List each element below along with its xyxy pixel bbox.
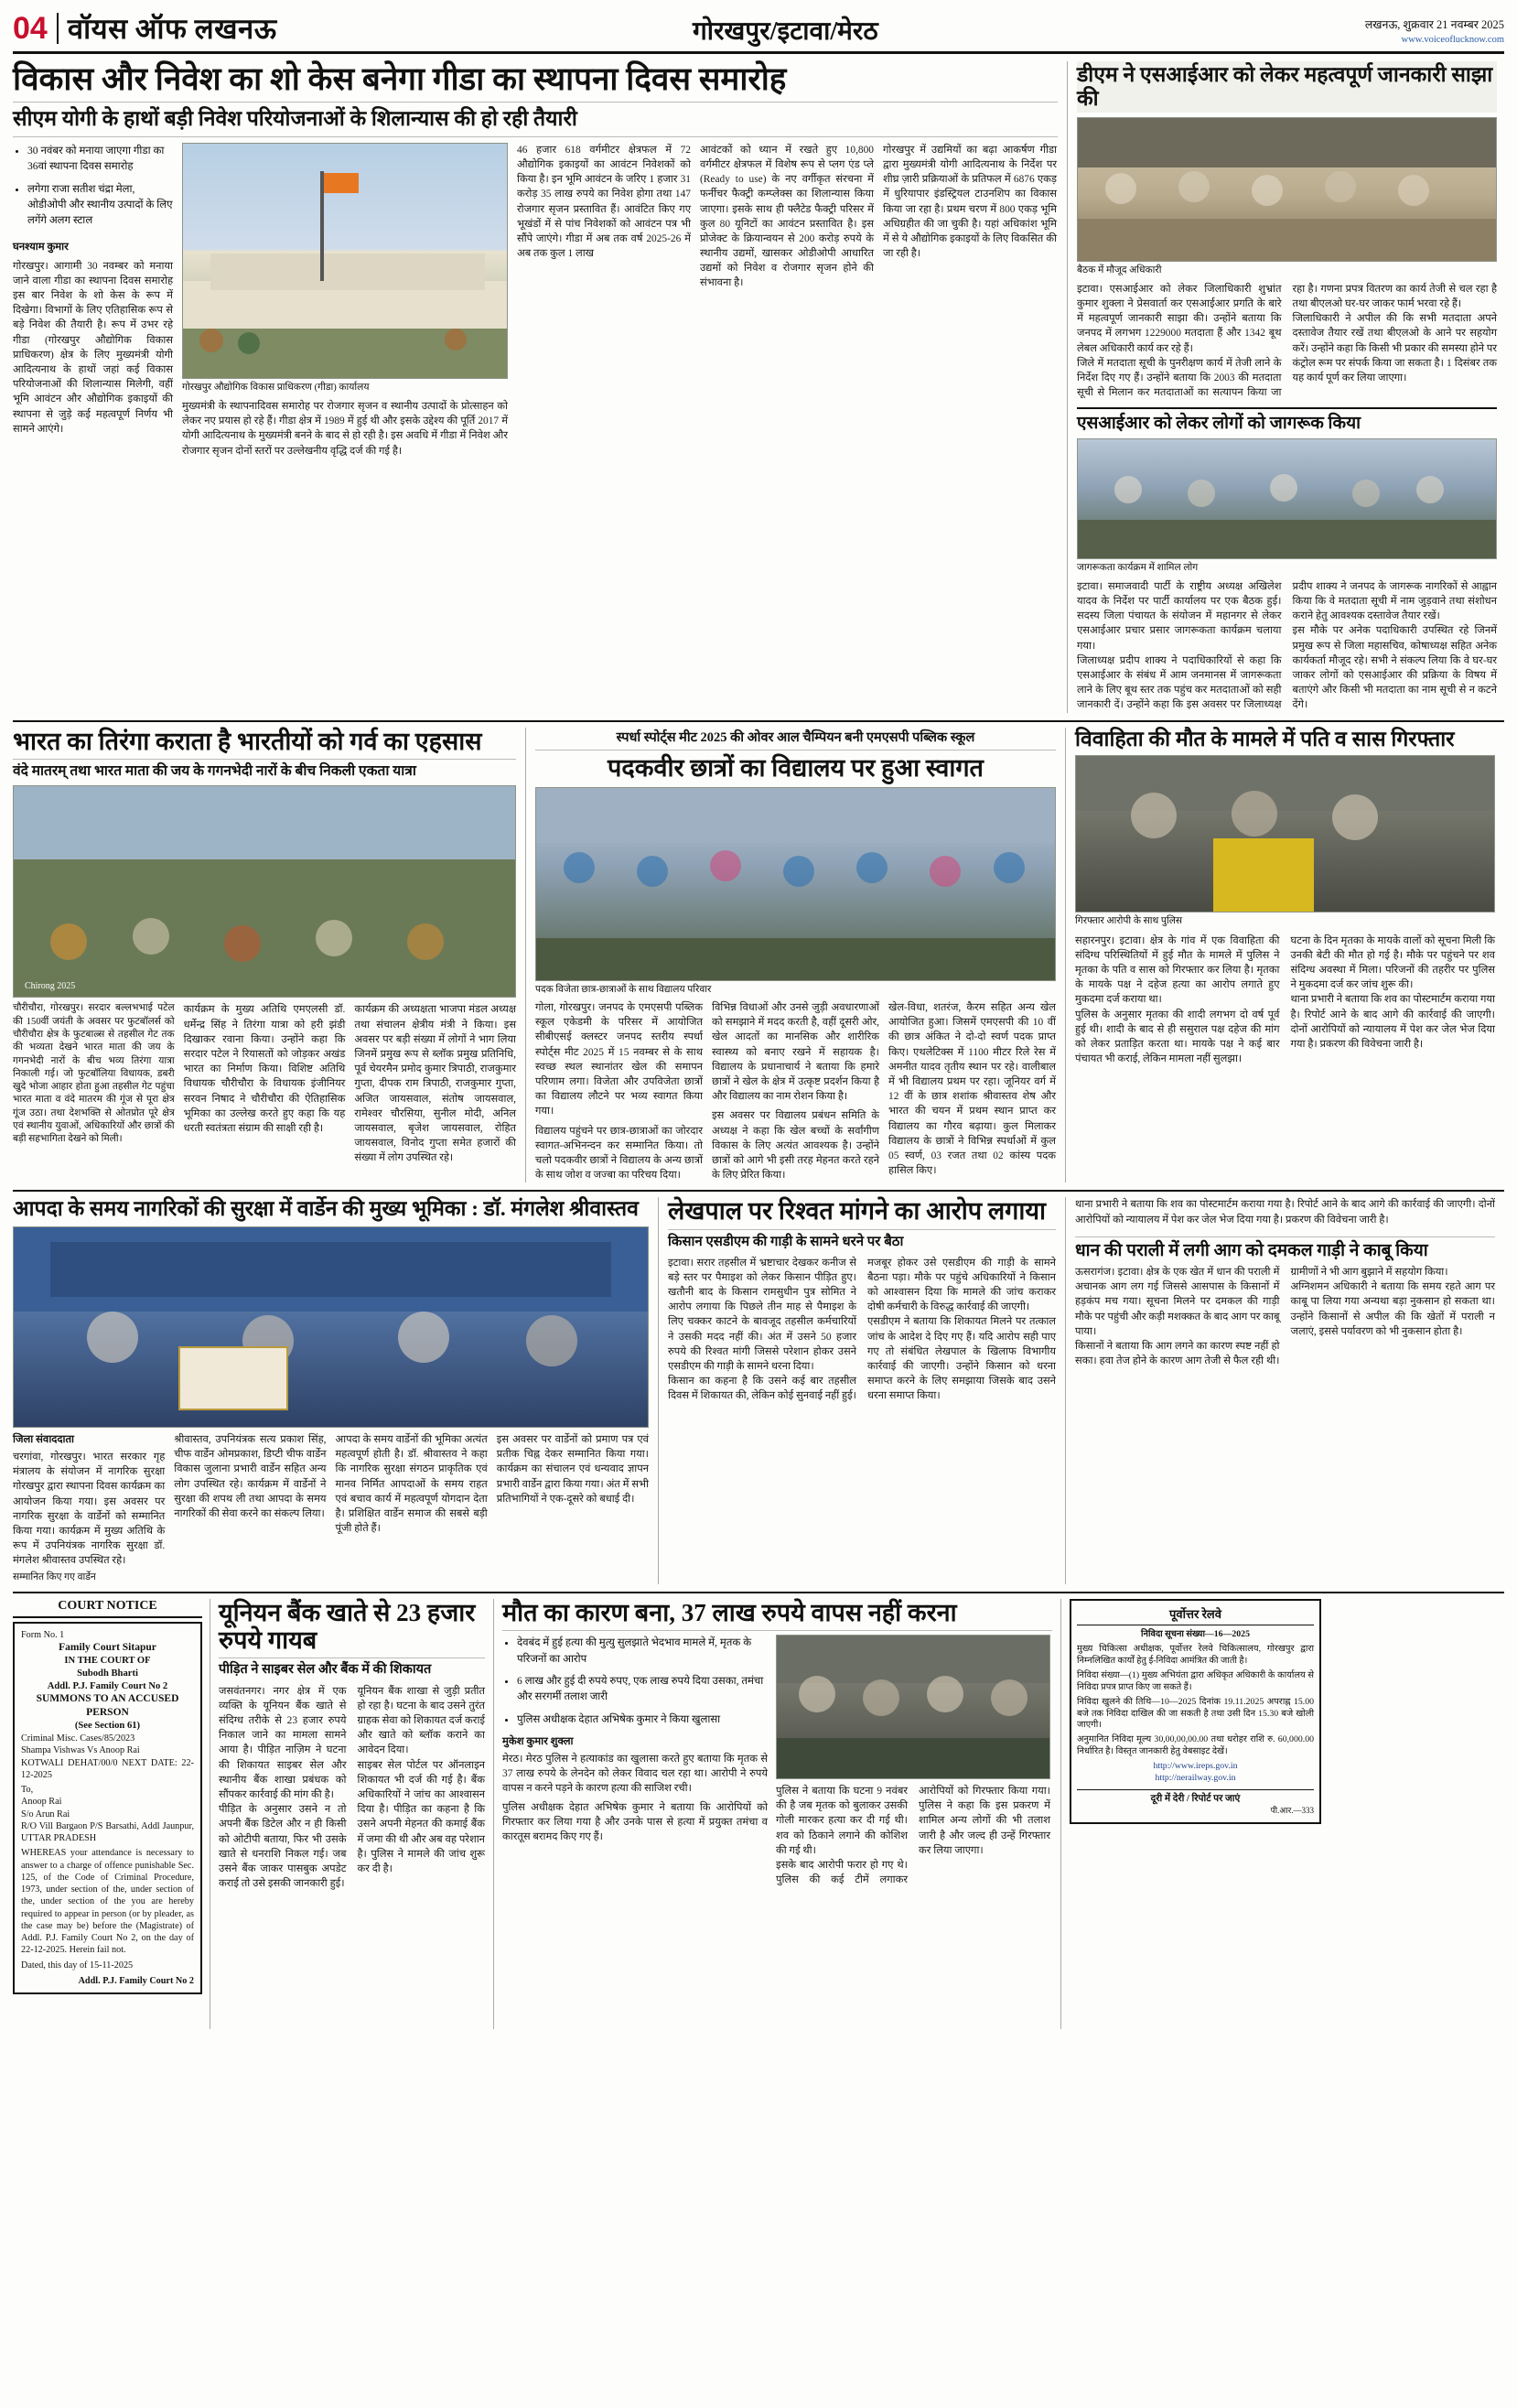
court-notice-block: [13, 1599, 210, 2029]
lead-bullets: [13, 143, 173, 459]
lead-col-3: [517, 143, 691, 459]
tiranga-subhead: वंदे मातरम् तथा भारत माता की जय के गगनभेदी नारों के बीच निकली एकता यात्रा: [13, 762, 416, 779]
sir-photo-caption: जागरूकता कार्यक्रम में शामिल लोग: [1077, 562, 1199, 573]
lead-col-4: [700, 143, 874, 459]
union-bank-headline: यूनियन बैंक खाते से 23 हजार रुपये गायब: [219, 1598, 476, 1655]
sports-para: विद्यालय पहुंचने पर छात्र-छात्राओं का जोरदार स्वागत-अभिनन्दन कर सम्मानित किया। तो चलो पदकवीर छात्रों ने विद्यालय के अन्य छात्रों के साथ जोश व जज्बा का परिचय दिया।: [535, 1125, 703, 1182]
dhan-para: अग्निशमन अधिकारी ने बताया कि समय रहते आग पर काबू पा लिया गया अन्यथा बड़ा नुकसान हो सकता था। उन्होंने किसानों से अपील की कि खेतों में पराली न जलाएं, इससे पर्यावरण को भी नुकसान होता है।: [1290, 1281, 1495, 1337]
railway-ad-line: निविदा खुलने की तिथि—10—2025 दिनांक 19.11.2025 अपराह्न 15.00 बजे तक निविदा दाखिल की जा सकती है तथा उसी दिन 15.30 बजे खोली जाएगी।: [1077, 1696, 1314, 1731]
death-case-para: मेरठ। मेरठ पुलिस ने हत्याकांड का खुलासा करते हुए बताया कि मृतक से 37 लाख रुपये के लेनदेन को लेकर विवाद चल रहा था। आरोपी ने रुपये वापस न करने पड़ने के कारण हत्या की साजिश रची।: [502, 1754, 768, 1795]
tiranga-caption: चौरीचौरा, गोरखपुर। सरदार बल्लभभाई पटेल की 150वीं जयंती के अवसर पर फुटबॉलर्स को चौरीचौरा क्षेत्र के फुटबाल्र्स से तहसील गेट तक की भव्यता देखने भारत माता की जय के गगनभेदी नारों के बीच भव्य तिरंगा यात्रा निकाली गई। जो फुटबॉलिया विधायक, डबरी खुदे भोजा आहार होता हुआ तहसील गेट पहुंचा भारत माता व वंदे मातरम की गूंज से पूरा क्षेत्र गूंज उठा। तथा देशभक्ति से ओतप्रोत पूरे क्षेत्र एवं स्थानीय युवाओं, अधिकारियों और छात्रों की बड़ी सहभागिता देखने को मिली।: [13, 1003, 175, 1145]
railway-ad-line: निविदा संख्या—(1) मुख्य अभियंता द्वारा अधिकृत अधिकारी के कार्यालय से निविदा प्रपत्र प्राप्त किए जा सकते हैं।: [1077, 1669, 1314, 1692]
lead-para: गोरखपुर में उद्यमियों का बढ़ा आकर्षण गीडा द्वारा मुख्यमंत्री योगी आदित्यनाथ के निर्देश पर शीघ्र ज़ारी प्रक्रियाओं के प्रतिफल में 6876 एकड़ में धुरियापार इंडस्ट्रियल टाउनशिप का विकास किया जा रहा है। प्रथम चरण में 800 एकड़ भूमि अधिग्रहीत की जा चुकी है। यहां अधिकांश भूमि में से ये औद्योगिक इकाइयों के लिए विकसित की जा रही है।: [883, 144, 1057, 260]
dhan-para: किसानों ने बताया कि आग लगने का कारण स्पष्ट नहीं हो सका। हवा तेज होने के कारण आग तेजी से फैल रही थी। ग्रामीणों ने भी आग बुझाने में सहयोग किया।: [1075, 1266, 1448, 1367]
court-notice-heading: COURT NOTICE: [13, 1599, 202, 1618]
court-judge: Subodh Bharti: [77, 1668, 138, 1679]
lead-story: [13, 61, 1067, 713]
court-addl: Addl. P.J. Family Court No 2: [47, 1680, 168, 1691]
warden-headline: आपदा के समय नागरिकों की सुरक्षा में वार्डेन की मुख्य भूमिका : डॉ. मंगलेश श्रीवास्तव: [13, 1197, 639, 1221]
court-body-line: To,: [21, 1785, 34, 1795]
railway-ad-line: अनुमानित निविदा मूल्य 30,00,00,00.00 तथा धरोहर राशि रु. 60,000.00 निर्धारित है। विस्तृत जानकारी हेतु वेबसाइट देखें।: [1077, 1734, 1314, 1757]
death-case-bullet: • 6 लाख और हुई दी रुपये रुपए, एक लाख रुपये दिया उसका, तमंचा और सरगर्मी तलाश जारी: [517, 1673, 768, 1705]
death-case-para: इसके बाद आरोपी फरार हो गए थे। पुलिस की कई टीमें लगाकर आरोपियों को गिरफ्तार किया गया। पुलिस ने कहा कि इस प्रकरण में शामिल अन्य लोगों की भी तलाश जारी है और जल्द ही उन्हें गिरफ्तार कर लिया जाएगा।: [776, 1786, 1050, 1886]
vivahita-para: थाना प्रभारी ने बताया कि शव का पोस्टमार्टम कराया गया है। रिपोर्ट आने के बाद आगे की कार्रवाई की जाएगी। दोनों आरोपियों को न्यायालय में पेश कर जेल भेज दिया गया है। प्रकरण की विवेचना जारी है।: [1290, 994, 1495, 1050]
dm-photo: [1077, 117, 1497, 262]
dhan-para: ऊसरागंज। इटावा। क्षेत्र के एक खेत में धान की पराली में अचानक आग लग गई जिससे आसपास के किसानों में हड़कंप मच गया। सूचना मिलने पर दमकल की गाड़ी मौके पर पहुंची और कड़ी मशक्कत के बाद आग पर काबू पाया।: [1075, 1266, 1280, 1337]
lead-photo-block: [182, 143, 508, 459]
lead-bullet: • लगेगा राजा सतीश चंद्रा मेला, ओडीओपी और स्थानीय उत्पादों के लिए लगेंगे अलग स्टाल: [27, 181, 173, 229]
warden-para: चरगांवा, गोरखपुर। भारत सरकार गृह मंत्रालय के संयोजन में नागरिक सुरक्षा गोरखपुर द्वारा स्थापना दिवस कार्यक्रम का आयोजन किया गया। इस अवसर पर नागरिक सुरक्षा के वार्डेनों को सम्मानित किया गया। कार्यक्रम में मुख्य अतिथि के रूप में उपनियंत्रक नागरिक सुरक्षा डॉ. मंगलेश श्रीवास्तव उपस्थित रहे।: [13, 1452, 166, 1567]
lekhpal-subhead: किसान एसडीएम की गाड़ी के सामने धरने पर बैठा: [668, 1234, 904, 1249]
court-signature: Addl. P.J. Family Court No 2: [78, 1975, 194, 1986]
court-form-no: Form No. 1: [21, 1629, 65, 1640]
vivahita-para-cont: थाना प्रभारी ने बताया कि शव का पोस्टमार्टम कराया गया है। रिपोर्ट आने के बाद आगे की कार्रवाई की जाएगी। दोनों आरोपियों को न्यायालय में पेश कर जेल भेज दिया गया है। प्रकरण की विवेचना जारी है।: [1075, 1199, 1495, 1226]
railway-tender-ad: [1070, 1599, 1321, 1824]
lekhpal-para: किसान का कहना है कि उसने कई बार तहसील दिवस में शिकायत की, लेकिन कोई सुनवाई नहीं हुई। मजबूर होकर उसे एसडीएम की गाड़ी के सामने बैठना पड़ा। मौके पर पहुंचे अधिकारियों ने किसान को आश्वासन दिया कि मामले की जांच कराकर दोषी कर्मचारी के विरुद्ध कार्रवाई की जाएगी।: [668, 1257, 1056, 1402]
sports-caption: पदक विजेता छात्र-छात्राओं के साथ विद्यालय परिवार: [535, 984, 712, 995]
sports-story: [525, 728, 1065, 1183]
vivahita-photo: [1075, 755, 1495, 912]
warden-para: श्रीवास्तव, उपनियंत्रक सत्य प्रकाश सिंह, चीफ वार्डेन ओमप्रकाश, डिप्टी चीफ वार्डेन विकास जुलाना प्रभारी वार्डेन सहित अन्य लोग उपस्थित रहे। कार्यक्रम में वार्डेनों ने सुरक्षा की शपथ ली तथा आपदा के समय नागरिकों की सेवा करने का संकल्प लिया।: [174, 1434, 327, 1520]
death-case-body: [776, 1784, 1050, 1887]
sports-kicker: स्पर्धा स्पोर्ट्स मीट 2025 की ओवर आल चैम्पियन बनी एमएसपी पब्लिक स्कूल: [616, 729, 975, 745]
tiranga-para: कार्यक्रम के मुख्य अतिथि एमएलसी डॉ. धर्मेन्द्र सिंह ने तिरंगा यात्रा को हरी झंडी दिखाकर रवाना किया। उन्होंने कहा कि सरदार पटेल ने रियासतों को जोड़कर अखंड भारत का निर्माण किया। विशिष्ट अतिथि विधायक चौरीचौरा के विधायक इंजीनियर सरवन निषाद ने चौरीचौरा की ऐतिहासिक भूमिका का उल्लेख करते हुए कहा कि यह धरती स्वतंत्रता संग्राम की साक्षी रही है।: [183, 1004, 346, 1134]
sir-para: जिलाध्यक्ष प्रदीप शाक्य ने पदाधिकारियों से कहा कि एसआईआर के संबंध में आम जनमानस में जागरूकता लाने के लिए बूथ स्तर तक पहुंच कर मतदाताओं को सही जानकारी दें। उन्होंने कहा कि इस अवसर पर जिलाध्यक्ष प्रदीप शाक्य ने जनपद के जागरूक नागरिकों से आह्वान किया कि वे मतदाता सूची में नाम जुड़वाने तथा संशोधन कराने हेतु आवश्यक दस्तावेज तैयार रखें।: [1077, 580, 1497, 711]
masthead-right: [1294, 16, 1504, 49]
vivahita-para: पुलिस के अनुसार मृतका की शादी लगभग दो वर्ष पूर्व हुई थी। शादी के बाद से ही ससुराल पक्ष दहेज की मांग को लेकर प्रताड़ित करता था। मायके पक्ष ने कई बार पंचायत भी कराई, लेकिन मामला नहीं सुलझा।: [1075, 1009, 1280, 1065]
court-section: (See Section 61): [74, 1721, 141, 1732]
lead-photo: [182, 143, 508, 379]
lead-col-5: [883, 143, 1057, 459]
publication-title: वॉयस ऑफ लखनऊ: [67, 13, 277, 45]
sports-para: गोला, गोरखपुर। जनपद के एमएसपी पब्लिक स्कूल एकेडमी के परिसर में आयोजित सीबीएसई क्लस्टर जनपद स्तरीय स्पर्धा स्पोर्ट्स मीट 2025 में 15 नवम्बर से के साथ स्वच्छ स्थल स्थानांतर खेल की समापन परिणाम लगा। विजेता और उपविजेता छात्रों का विद्यालय लौटने पर भव्य स्वागत किया गया।: [535, 1002, 703, 1118]
page-number: 04: [13, 10, 48, 46]
lekhpal-headline: लेखपाल पर रिश्वत मांगने का आरोप लगाया: [668, 1197, 1046, 1226]
dm-headline: डीएम ने एसआईआर को लेकर महत्वपूर्ण जानकारी साझा की: [1077, 61, 1497, 113]
vivahita-para: घटना के दिन मृतका के मायके वालों को सूचना मिली कि उनकी बेटी की मौत हो गई है। मौके पर पहुंचने पर शव संदिग्ध अवस्था में मिला। परिजनों की तहरीर पर पुलिस ने मुकदमा दर्ज कर जांच शुरू की।: [1290, 934, 1495, 991]
edition-name: गोरखपुर/इटावा/मेरठ: [692, 17, 878, 46]
court-parties: Shampa Vishwas Vs Anoop Rai: [21, 1745, 140, 1756]
railway-ad-website[interactable]: http://nerailway.gov.in: [1155, 1773, 1236, 1784]
lekhpal-story: [658, 1197, 1065, 1584]
lekhpal-para: एसडीएम ने बताया कि शिकायत मिलने पर तत्काल जांच के आदेश दे दिए गए हैं। यदि आरोप सही पाए गए तो संबंधित लेखपाल के खिलाफ विभागीय कार्रवाई की जाएगी। उन्होंने किसान को धरना समाप्त करने के लिए समझाया जिसके बाद उसने धरना समाप्त किया।: [867, 1316, 1056, 1402]
death-case-bullet: • पुलिस अधीक्षक देहात अभिषेक कुमार ने किया खुलासा: [517, 1712, 768, 1727]
death-case-byline: मुकेश कुमार शुक्ला: [502, 1736, 574, 1748]
railway-ad-line: निविदा सूचना संख्या—16—2025: [1141, 1629, 1250, 1640]
dhan-body: [1075, 1265, 1495, 1368]
court-name: Family Court Sitapur: [59, 1642, 156, 1654]
court-case-no: Criminal Misc. Cases/85/2023: [21, 1733, 135, 1744]
railway-ad-block: [1060, 1599, 1321, 2029]
sir-headline: एसआईआर को लेकर लोगों को जागरूक किया: [1077, 414, 1361, 434]
dateline: लखनऊ, शुक्रवार 21 नवम्बर 2025: [1364, 17, 1504, 31]
court-body-line: Dated, this day of 15-11-2025: [21, 1960, 134, 1971]
sports-para: खेल-विधा, शतरंज, कैरम सहित अन्य खेल आयोजित हुआ। जिसमें एमएसपी की 10 वीं की छात्र अंकित ने दो-दो स्वर्ण पदक प्राप्त किए। एथलेटिक्स में 1100 मीटर रिले रेस में अमनीत यादव तृतीय स्थान पर रहे। वालीबाल में भी विद्यालय प्रथम पर रहा। जूनियर वर्ग में 12 वीं के छात्र शशांक श्रीवास्तव शेष और भारत की चयन में प्रथम स्थान प्राप्त कर विद्यालय का गौरव बढ़ाया। कुल मिलाकर विद्यालय के छात्रों ने विभिन्न स्पर्धाओं में कुल 05 स्वर्ण, 03 रजत तथा 02 कांस्य पदक हासिल किए।: [888, 1002, 1056, 1177]
union-bank-story: [210, 1599, 493, 2029]
right-column-top: [1067, 61, 1497, 713]
website-url[interactable]: www.voiceoflucknow.com: [1401, 35, 1504, 46]
lead-para: 46 हजार 618 वर्गमीटर क्षेत्रफल में 72 औद्योगिक इकाइयों का आवंटन निवेशकों को किया है। इन भूमि आवंटन के जरिए 1 हजार 31 करोड़ 35 लाख रुपये का निवेश होगा तथा 147 रोजगार सृजन प्रस्तावित हैं। आवंटित किए गए भूखंडों में से पांच निवेशकों को आवंटन पत्र भी सौंपे जाएंगे। गीडा में अब तक वर्ष 2025-26 में अब तक कुल 1 लाख: [517, 144, 691, 260]
masthead: [13, 9, 1504, 54]
sir-photo: [1077, 438, 1497, 559]
sports-para: इस अवसर पर विद्यालय प्रबंधन समिति के अध्यक्ष ने कहा कि खेल बच्चों के सर्वांगीण विकास के लिए अत्यंत आवश्यक है। उन्होंने छात्रों को आगे भी इसी तरह मेहनत करते रहने के लिए प्रेरित किया।: [712, 1110, 879, 1182]
union-bank-para: जसवंतनगर। नगर क्षेत्र में एक व्यक्ति के यूनियन बैंक खाते से संदिग्ध तरीके से 23 हजार रुपये निकाल जाने का मामला सामने आया है। पीड़ित नाज़िम ने घटना की शिकायत साइबर सेल और स्थानीय बैंक शाखा प्रबंधक को सौंपकर कार्रवाई की मांग की है।: [219, 1685, 347, 1801]
sir-para: इस मौके पर अनेक पदाधिकारी उपस्थित रहे जिनमें प्रमुख रूप से जिला महासचिव, कोषाध्यक्ष सहित अनेक कार्यकर्ता मौजूद रहे। सभी ने संकल्प लिया कि वे घर-घर जाकर लोगों को एसआईआर की प्रक्रिया के विषय में बताएंगे और किसी भी मतदाता का नाम सूची से न कटने देंगे।: [1292, 625, 1497, 711]
death-case-bullet: • देवबंद में हुई हत्या की मुत्यु सुलझाते भेदभाव मामले में, मृतक के परिजनों का आरोप: [517, 1635, 768, 1667]
death-case-story: [493, 1599, 1060, 2029]
lead-headline: विकास और निवेश का शो केस बनेगा गीडा का स्थापना दिवस समारोह: [13, 61, 787, 97]
dm-para: इटावा। एसआईआर को लेकर जिलाधिकारी शुभ्रांत कुमार शुक्ला ने प्रेसवार्ता कर एसआईआर प्रगति के बारे में महत्वपूर्ण जानकारी साझा की। उन्होंने बताया कि जनपद में लगभग 1229000 मतदाता हैं और 1342 बूथ लेबल अधिकारी कार्य कर रहे हैं।: [1077, 283, 1282, 354]
death-case-photo: [776, 1635, 1050, 1779]
dm-para: जिले में मतदाता सूची के पुनरीक्षण कार्य में तेजी लाने के निर्देश दिए गए हैं। उन्होंने बताया कि 2003 की मतदाता सूची से मिलान कर मतदाताओं का सत्यापन किया जा रहा है। गणना प्रपत्र वितरण का कार्य तेजी से चल रहा है तथा बीएलओ घर-घर जाकर फार्म भरवा रहे हैं।: [1077, 283, 1497, 399]
vivahita-headline: विवाहिता की मौत के मामले में पति व सास गिरफ्तार: [1075, 727, 1455, 750]
dm-body: [1077, 282, 1497, 401]
death-case-headline: मौत का कारण बना, 37 लाख रुपये वापस नहीं करना: [502, 1598, 957, 1626]
court-next-date: KOTWALI DEHAT/00/0 NEXT DATE: 22-12-2025: [21, 1757, 194, 1780]
lead-para: मुख्यमंत्री के स्थापनादिवस समारोह पर रोजगार सृजन व स्थानीय उत्पादों के प्रोत्साहन को लेकर नए प्रयास हो रहे हैं। गीडा क्षेत्र में 1989 में हुई थी और इसके उद्देश्य की पूर्ति 2017 में योगी आदित्यनाथ के मुख्यमंत्री बनने के बाद से हो रही है। इस अवधि में गीडा में निवेश और रोजगार सृजन दोनों स्तरों पर उल्लेखनीय वृद्धि दर्ज की गई है।: [182, 401, 508, 457]
court-body-line: WHEREAS your attendance is necessary to answer to a charge of offence punishable Sec. 125, of the Code of Criminal Procedure, 1973, under section of the, under section of the, under section of the you are hereby required to appear in person (or by pleader, as the case may be) before the (Magistrate) of Addl. P.J. Family Court No 2, on the day of 22-12-2025. Herein fail not.: [21, 1848, 194, 1956]
sports-headline: पदकवीर छात्रों का विद्यालय पर हुआ स्वागत: [608, 753, 984, 782]
court-in-the-court-of: IN THE COURT OF: [64, 1656, 151, 1667]
railway-ad-footer: दूरी में देरी / रिपोर्ट पर जाएं: [1077, 1789, 1314, 1806]
lekhpal-para: इटावा। सरार तहसील में भ्रष्टाचार देखकर कनीज से बड़े स्तर पर पैमाइश को लेकर किसान पीड़ित हुए। खतौनी बाद के किसान रामसुधीन पुत्र सोमित ने आरोप लगाया कि पिछले तीन माह से पैमाइश के लिए चक्कर काटने के बावजूद तहसील कर्मचारियों ने उसकी मदद नहीं की। अंत में उसने 50 हजार रुपये की रिश्वत मांगी जिससे परेशान होकर उसने एसडीएम की गाड़ी के सामने धरना दिया।: [668, 1257, 856, 1372]
dhan-headline: धान की पराली में लगी आग को दमकल गाड़ी ने काबू किया: [1075, 1240, 1428, 1260]
masthead-divider: [57, 13, 59, 44]
tiranga-headline: भारत का तिरंगा कराता है भारतीयों को गर्व का एहसास: [13, 727, 482, 755]
warden-para: इस अवसर पर वार्डेनों को प्रमाण पत्र एवं प्रतीक चिह्न देकर सम्मानित किया गया। कार्यक्रम का संचालन एवं धन्यवाद ज्ञापन प्रभारी वार्डेन द्वारा किया गया। अंत में सभी प्रतिभागियों ने एक-दूसरे को बधाई दी।: [496, 1434, 649, 1505]
masthead-left: [13, 9, 277, 48]
vivahita-story: [1065, 728, 1495, 1183]
vivahita-body: [1075, 934, 1495, 1067]
union-bank-para: पीड़ित के अनुसार उसने न तो अपनी बैंक डिटेल और न ही किसी को ओटीपी बताया, फिर भी उसके खाते से धनराशि निकल गई। जब उसने बैंक जाकर पासबुक अपडेट कराई तो उसे इसकी जानकारी हुई।: [219, 1804, 347, 1890]
union-bank-para: साइबर सेल पोर्टल पर ऑनलाइन शिकायत भी दर्ज की गई है। बैंक अधिकारियों ने जांच का आश्वासन दिया है। पीड़ित का कहना है कि उसने अपनी मेहनत की कमाई बैंक में जमा की थी और अब वह परेशान है। पुलिस ने मामले की जांच शुरू कर दी है।: [357, 1759, 485, 1874]
tiranga-photo: Chirong 2025: [13, 785, 516, 998]
railway-ad-line: मुख्य चिकित्सा अधीक्षक, पूर्वोत्तर रेलवे चिकित्सालय, गोरखपुर द्वारा निम्नलिखित कार्यों हेतु ई-निविदा आमंत्रित की जाती है।: [1077, 1643, 1314, 1666]
railway-ad-website[interactable]: http://www.ireps.gov.in: [1153, 1761, 1238, 1772]
railway-ad-ref: पी.आर.—333: [1270, 1805, 1314, 1815]
lead-byline: घनश्याम कुमार: [13, 241, 69, 253]
warden-photo: [13, 1226, 649, 1428]
union-bank-body: [219, 1684, 485, 1892]
court-summons-title: SUMMONS TO AN ACCUSED PERSON: [36, 1693, 179, 1719]
lead-para: आवंटकों को ध्यान में रखते हुए 10,800 वर्गमीटर क्षेत्रफल में विशेष रूप से प्लग एंड प्ले (Ready to use) के नए वर्गीकृत संरचना में फर्नीचर फैक्ट्री कम्प्लेक्स का शिलान्यास किया जाएगा। इसके साथ ही फ्लैटेड फैक्ट्री परिसर में कुल 80 यूनिटों का आवंटन प्रस्तावित है। इस प्रोजेक्ट के क्रियान्वयन से 200 करोड़ रुपये के स्थानीय उद्यमों, खासकर ओडीओपी आधारित उद्यमों को निवेश व रोजगार सृजन होने की संभावना है।: [700, 144, 874, 289]
death-case-para: पुलिस अधीक्षक देहात अभिषेक कुमार ने बताया कि आरोपियों को गिरफ्तार कर लिया गया है और उनके पास से हत्या में प्रयुक्त तमंचा व कारतूस बरामद किए गए हैं।: [502, 1801, 768, 1842]
sir-body: [1077, 579, 1497, 713]
warden-story: [13, 1197, 658, 1584]
death-case-para: पुलिस ने बताया कि घटना 9 नवंबर की है जब मृतक को बुलाकर उसकी गोली मारकर हत्या कर दी गई थी। शव को ठिकाने लगाने की कोशिश की गई थी।: [776, 1786, 908, 1856]
tiranga-story: [13, 728, 525, 1183]
dhan-story: [1065, 1197, 1495, 1584]
court-body-line: S/o Arun Rai: [21, 1809, 70, 1819]
warden-caption: सम्मानित किए गए वार्डेन: [13, 1571, 96, 1582]
warden-para: आपदा के समय वार्डेनों की भूमिका अत्यंत महत्वपूर्ण होती है। डॉ. श्रीवास्तव ने कहा कि नागरिक सुरक्षा संगठन प्राकृतिक एवं मानव निर्मित आपदाओं के समय राहत एवं बचाव कार्य में महत्वपूर्ण योगदान देता है। प्रशिक्षित वार्डेन समाज की सबसे बड़ी पूंजी होते हैं।: [335, 1434, 488, 1535]
lead-photo-caption: गोरखपुर औद्योगिक विकास प्राधिकरण (गीडा) कार्यालय: [182, 382, 370, 393]
court-notice: [13, 1622, 202, 1994]
vivahita-para: सहारनपुर। इटावा। क्षेत्र के गांव में एक विवाहिता की संदिग्ध परिस्थितियों में हुई मौत के मामले में पुलिस ने मृतका के पति व सास को गिरफ्तार कर लिया है। मृतका के मायके पक्ष ने दहेज हत्या का आरोप लगाते हुए मुकदमा दर्ज कराया था।: [1075, 934, 1280, 1006]
lead-para: गोरखपुर। आगामी 30 नवम्बर को मनाया जाने वाला गीडा का स्थापना दिवस समारोह इस बार निवेश के शो केस के रूप में दिखेगा। विभागों के लिए एतिहासिक रूप से बड़े निवेश की तैयारी है। रूप में उभर रहे गीडा (गोरखपुर औद्योगिक विकास प्राधिकरण) क्षेत्र के लिए मुख्यमंत्री योगी आदित्यनाथ के हाथों जहां कई विकास परियोजनाओं की शिलान्यास मिलेगी, वहीं भूमि आवंटन और औद्योगिक इकाइयों की स्थापना से जुड़े कई महत्वपूर्ण निर्णय भी सामने आएंगे।: [13, 260, 173, 435]
vivahita-caption: गिरफ्तार आरोपी के साथ पुलिस: [1075, 916, 1183, 927]
tiranga-para: कार्यक्रम की अध्यक्षता भाजपा मंडल अध्यक्ष तथा संचालन क्षेत्रीय मंत्री ने किया। इस अवसर पर बड़ी संख्या में लोगों ने भाग लिया जिनमें प्रमुख रूप से ब्लॉक प्रमुख प्रतिनिधि, पूर्व चेयरमैन प्रमोद कुमार त्रिपाठी, राजकुमार गुप्ता, दीपक राम त्रिपाठी, राजकुमार गुप्ता, अजित जायसवाल, संतोष जायसवाल, रामेश्वर चौरसिया, सुनील मोदी, अनिल जायसवाल, बृजेश जायसवाल, रोहित जायसवाल, विनोद गुप्ता समेत हजारों की संख्या में लोग उपस्थित रहे।: [354, 1004, 517, 1164]
lekhpal-body: [668, 1256, 1056, 1404]
court-body-line: R/O Vill Bargaon P/S Barsathi, Addl Jaunpur, UTTAR PRADESH: [21, 1820, 194, 1843]
warden-byline: जिला संवाददाता: [13, 1434, 75, 1446]
dm-para: जिलाधिकारी ने अपील की कि सभी मतदाता अपने दस्तावेज तैयार रखें तथा बीएलओ के आने पर सहयोग करें। उन्होंने कहा कि किसी भी प्रकार की समस्या होने पर कंट्रोल रूम पर संपर्क किया जा सकता है। 1 दिसंबर तक यह कार्य पूर्ण कर लिया जाएगा।: [1292, 313, 1497, 383]
sir-para: इटावा। समाजवादी पार्टी के राष्ट्रीय अध्यक्ष अखिलेश यादव के निर्देश पर पार्टी कार्यालय पर एक बैठक हुई। सदस्य जिला पंचायत के संयोजन में महानगर से लेकर एसआईआर प्रचार प्रसार जागरूकता कार्यक्रम चलाया गया।: [1077, 580, 1282, 652]
lead-subhead: सीएम योगी के हाथों बड़ी निवेश परियोजनाओं के शिलान्यास की हो रही तैयारी: [13, 107, 577, 131]
lead-bullet: • 30 नवंबर को मनाया जाएगा गीडा का 36वां स्थापना दिवस समारोह: [27, 143, 173, 175]
dm-photo-caption: बैठक में मौजूद अधिकारी: [1077, 265, 1162, 275]
union-bank-para: यूनियन बैंक शाखा से जुड़ी प्रतीत हो रहा है। घटना के बाद उसने तुरंत ग्राहक सेवा को शिकायत दर्ज कराई और खाते को ब्लॉक कराने का आवेदन दिया।: [357, 1685, 485, 1756]
union-bank-subhead: पीड़ित ने साइबर सेल और बैंक में की शिकायत: [219, 1662, 432, 1678]
sports-photo: [535, 787, 1056, 981]
railway-ad-heading: पूर्वोत्तर रेलवे: [1077, 1606, 1314, 1625]
sports-para: विभिन्न विधाओं और उनसे जुड़ी अवधारणाओं को समझाने में मदद करती है, वहीं दूसरी ओर, खेल आदतों का मानसिक और शारीरिक स्वास्थ्य को बनाए रखने में सहायक है। विद्यालय के प्रधानाचार्य ने बताया कि हमारे छात्रों ने खेल के क्षेत्र में उत्कृष्ट प्रदर्शन किया है और विद्यालय का नाम रोशन किया है।: [712, 1002, 879, 1103]
court-body-line: Anoop Rai: [21, 1797, 62, 1808]
